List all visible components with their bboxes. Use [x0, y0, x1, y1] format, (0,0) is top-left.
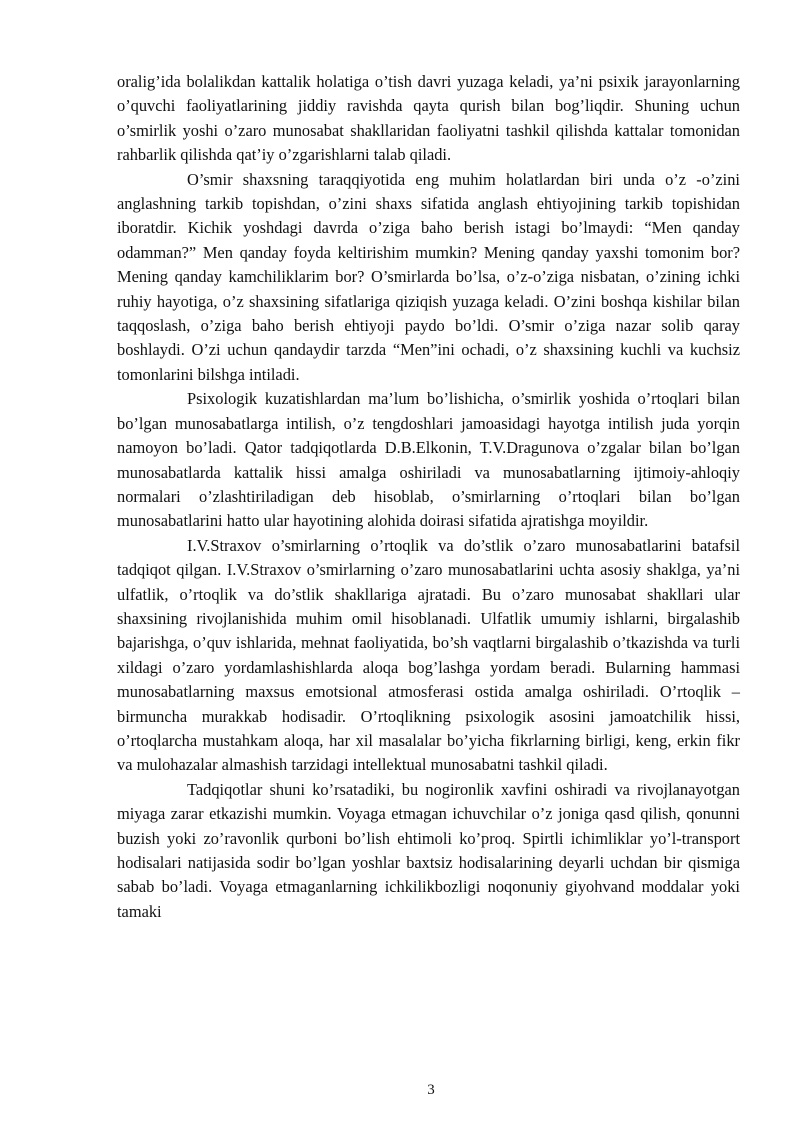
- document-body: [117, 70, 740, 924]
- page-number: 3: [427, 1082, 435, 1098]
- paragraph-3: Psixologik kuzatishlardan ma’lum bo’lishicha, o’smirlik yoshida o’rtoqlari bilan bo’lgan munosabatlarga intilish, o’z tengdoshlari jamoasidagi hayotga intilish juda yorqin namoyon bo’ladi. Qator tadqiqotlarda D.B.Elkonin, T.V.Dragunova o’zgalar bilan bo’lgan munosabatlarda kattalik hissi amalga oshiriladi va munosabatlarning ijtimoiy-ahloqiy normalari o’zlashtiriladigan deb hisoblab, o’smirlarning o’rtoqlari bilan bo’lgan munosabatlarini hatto ular hayotining alohida doirasi sifatida ajratishga moyildir.: [117, 389, 740, 531]
- paragraph-5: Tadqiqotlar shuni ko’rsatadiki, bu nogironlik xavfini oshiradi va rivojlanayotgan miyaga zarar etkazishi mumkin. Voyaga etmagan ichuvchilar o’z joniga qasd qilish, qonunni buzish yoki zo’ravonlik qurboni bo’lish ehtimoli ko’proq. Spirtli ichimliklar yo’l-transport hodisalari natijasida sodir bo’lgan yoshlar baxtsiz hodisalarining deyarli uchdan bir qismiga sabab bo’ladi. Voyaga etmaganlarning ichkilikbozligi noqonuniy giyohvand moddalar yoki tamaki: [117, 779, 740, 921]
- paragraph-2: O’smir shaxsning taraqqiyotida eng muhim holatlardan biri unda o’z -o’zini anglashning tarkib topishdan, o’zini shaxs sifatida anglash ehtiyojining tarkib topishidan iboratdir. Kichik yoshdagi davrda o’ziga baho berish istagi bo’lmaydi: “Men qanday odamman?” Men qanday foyda keltirishim mumkin? Mening qanday yaxshi tomonim bor? Mening qanday kamchiliklarim bor? O’smirlarda bo’lsa, o’z-o’ziga nisbatan, o’zining ichki ruhiy hayotiga, o’z shaxsining sifatlariga qiziqish yuzaga keladi. O’zini boshqa kishilar bilan taqqoslash, o’ziga baho berish ehtiyoji paydo bo’ldi. O’smir o’ziga nazar solib qaray boshlaydi. O’zi uchun qandaydir tarzda “Men”ini ochadi, o’z shaxsining kuchli va kuchsiz tomonlarini bilshga intiladi.: [117, 169, 740, 384]
- paragraph-4: I.V.Straxov o’smirlarning o’rtoqlik va do’stlik o’zaro munosabatlarini batafsil tadqiqot qilgan. I.V.Straxov o’smirlarning o’zaro munosabatlarini uchta asosiy shaklga, ya’ni ulfatlik, o’rtoqlik va do’stlik shakllariga ajratadi. Bu o’zaro munosabat shakllari ular shaxsining rivojlanishida muhim omil hisoblanadi. Ulfatlik umumiy ishlarni, birgalashib bajarishga, o’quv ishlarida, mehnat faoliyatida, bo’sh vaqtlarni birgalashib o’tkazishda va turli xildagi o’zaro yordamlashishlarda aloqa bog’lashga yordam beradi. Bularning hammasi munosabatlarning maxsus emotsional atmosferasi ostida amalga oshiriladi. O’rtoqlik – birmuncha murakkab hodisadir. O’rtoqlikning psixologik asosini jamoatchilik hissi, o’rtoqlarcha mustahkam aloqa, har xil masalalar bo’yicha fikrlarning birligi, keng, erkin fikr va mulohazalar almashish tarzidagi intellektual munosabatni tashkil qiladi.: [117, 535, 740, 775]
- paragraph-1: oralig’ida bolalikdan kattalik holatiga o’tish davri yuzaga keladi, ya’ni psixik jarayonlarning o’quvchi faoliyatlarining jiddiy ravishda qayta qurish bilan bog’liqdir. Shuning uchun o’smirlik yoshi o’zaro munosabat shakllaridan faoliyatni tashkil qilishda kattalar tomonidan rahbarlik qilishda qat’iy o’zgarishlarni talab qiladi.: [117, 72, 740, 165]
